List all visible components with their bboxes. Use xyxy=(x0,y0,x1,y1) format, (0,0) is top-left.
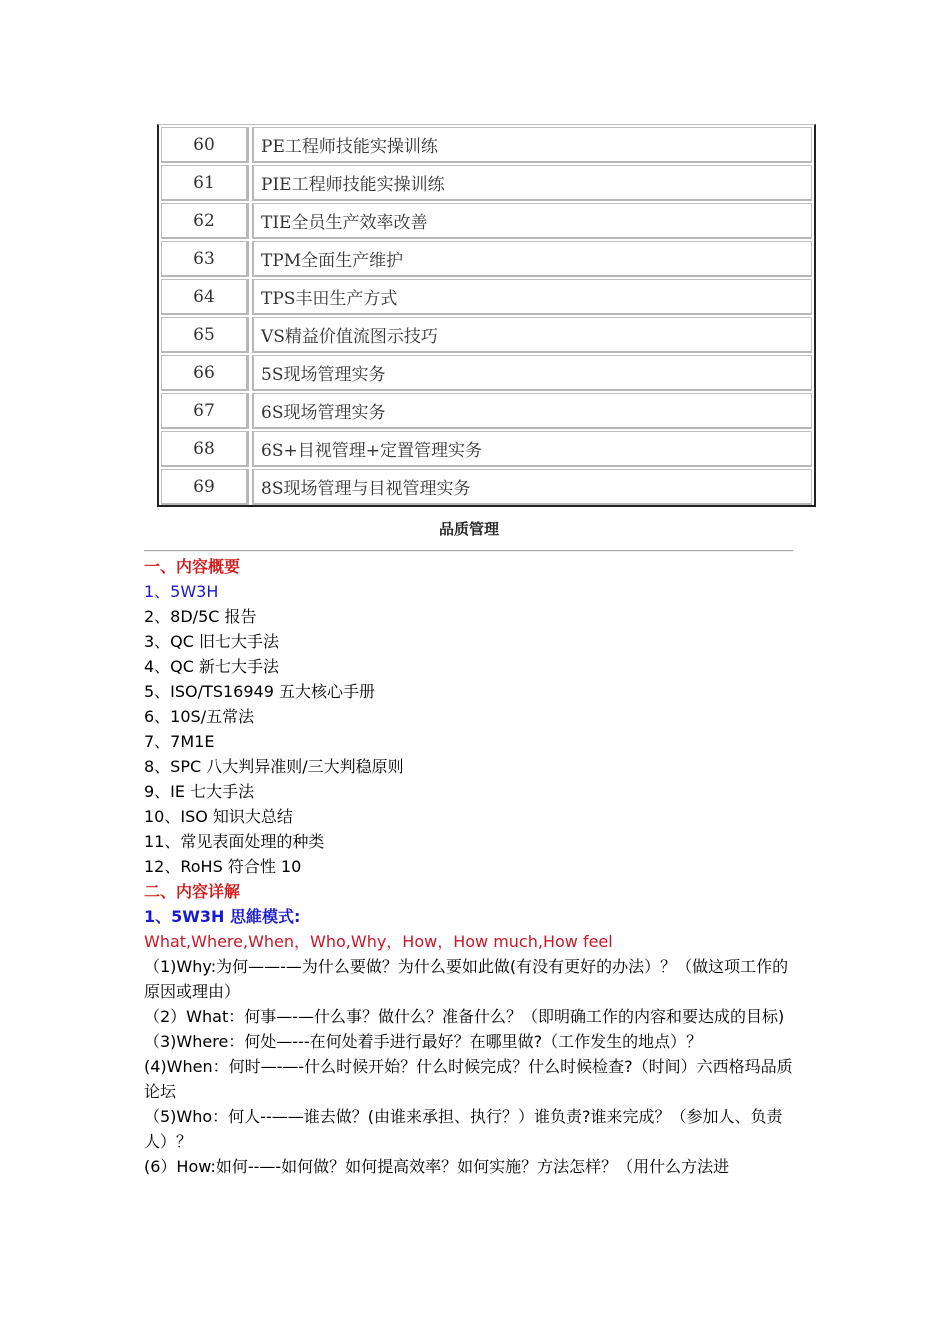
course-number: 69 xyxy=(161,469,249,505)
table-row xyxy=(159,125,814,163)
list-item: 2、8D/5C 报告 xyxy=(144,607,257,626)
list-item: 5、ISO/TS16949 五大核心手册 xyxy=(144,682,375,701)
course-number: 63 xyxy=(161,241,249,277)
question-words: What,Where,When，Who,Why，How，How much,How feel xyxy=(144,932,613,951)
course-name: PE工程师技能实操训练 xyxy=(252,127,812,163)
table-row xyxy=(159,277,814,315)
course-name: TIE全员生产效率改善 xyxy=(252,203,812,239)
list-item[interactable]: 1、5W3H xyxy=(144,582,219,601)
course-number: 66 xyxy=(161,355,249,391)
table-row xyxy=(159,391,814,429)
course-number: 68 xyxy=(161,431,249,467)
detail-heading: 二、内容详解 xyxy=(144,882,241,901)
paragraph: (6）How:如何--—-如何做？如何提高效率？如何实施？方法怎样？（用什么方法进 xyxy=(144,1157,730,1176)
course-number: 61 xyxy=(161,165,249,201)
table-row xyxy=(159,201,814,239)
table-row xyxy=(159,467,814,505)
course-name: TPS丰田生产方式 xyxy=(252,279,812,315)
section-title: 品质管理 xyxy=(438,520,499,538)
table-row xyxy=(159,429,814,467)
course-name: PIE工程师技能实操训练 xyxy=(252,165,812,201)
table-row xyxy=(159,239,814,277)
course-number: 64 xyxy=(161,279,249,315)
list-item: 12、RoHS 符合性 10 xyxy=(144,857,302,876)
paragraph: （5)Who：何人--——谁去做？(由谁来承担、执行？）谁负责?谁来完成？（参加人、负责人）？ xyxy=(144,1107,783,1151)
table-row xyxy=(159,163,814,201)
list-item: 9、IE 七大手法 xyxy=(144,782,255,801)
list-item: 7、7M1E xyxy=(144,732,215,751)
list-item: 10、ISO 知识大总结 xyxy=(144,807,293,826)
list-item: 3、QC 旧七大手法 xyxy=(144,632,280,651)
content-body xyxy=(144,554,794,1179)
course-name: TPM全面生产维护 xyxy=(252,241,812,277)
paragraph: （2）What：何事—-—什么事？做什么？准备什么？（即明确工作的内容和要达成的目标) xyxy=(144,1007,785,1026)
paragraph: (4)When：何时—-—-什么时候开始？什么时候完成？什么时候检查?（时间）六西格玛品质论坛 xyxy=(144,1057,793,1101)
table-row xyxy=(159,353,814,391)
section-divider xyxy=(144,550,793,552)
overview-heading: 一、内容概要 xyxy=(144,557,241,576)
list-item: 8、SPC 八大判异准则/三大判稳原则 xyxy=(144,757,404,776)
course-name: 6S+目视管理+定置管理实务 xyxy=(252,431,812,467)
list-item: 11、常见表面处理的种类 xyxy=(144,832,325,851)
course-name: 8S现场管理与目视管理实务 xyxy=(252,469,812,505)
detail-subheading: 1、5W3H 思維模式: xyxy=(144,907,301,926)
course-name: 5S现场管理实务 xyxy=(252,355,812,391)
course-table xyxy=(157,124,816,507)
course-name: VS精益价值流图示技巧 xyxy=(252,317,812,353)
course-number: 62 xyxy=(161,203,249,239)
list-item: 4、QC 新七大手法 xyxy=(144,657,280,676)
paragraph: （1)Why:为何——-—为什么要做？为什么要如此做(有没有更好的办法）？（做这项工作的原因或理由） xyxy=(144,957,789,1001)
course-number: 65 xyxy=(161,317,249,353)
course-number: 67 xyxy=(161,393,249,429)
course-name: 6S现场管理实务 xyxy=(252,393,812,429)
course-number: 60 xyxy=(161,127,249,163)
paragraph: （3)Where：何处—---在何处着手进行最好？在哪里做?（工作发生的地点）？ xyxy=(144,1032,703,1051)
table-row xyxy=(159,315,814,353)
list-item: 6、10S/五常法 xyxy=(144,707,255,726)
